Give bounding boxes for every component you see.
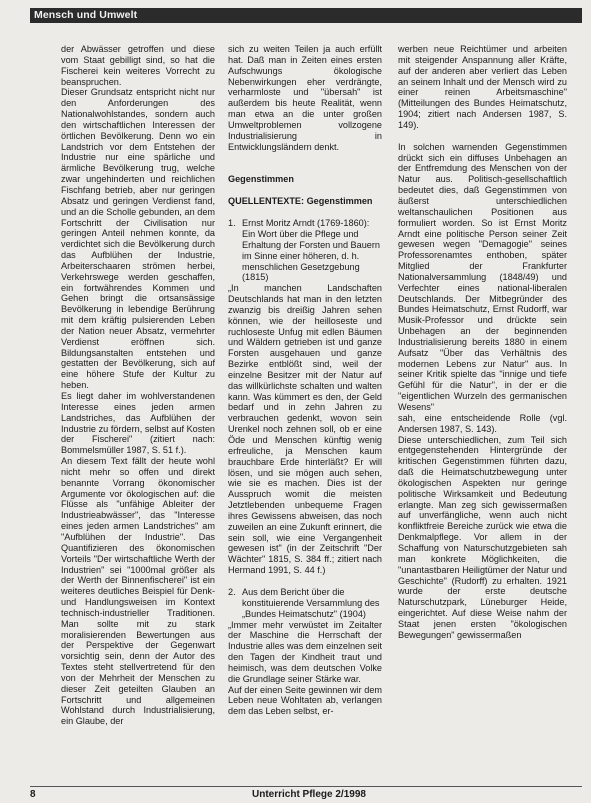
section-header-bar — [30, 8, 582, 23]
paragraph: In solchen warnenden Gegenstimmen drückt sich ein diffuses Unbehagen an der Entfremdung des Menschen von der Natur aus. Politisch-gesellschaftlich bedeutet dies, daß Gegenstimmen von äußerst unterschiedlichen weltanschaulichen Positionen aus formuliert worden. So ist Ernst Moritz Arndt eine politische Person seiner Zeit gewesen wegen "Demagogie" seines Professorenamtes enthoben, später Mitglied der Frankfurter Nationalversammlung (1848/49) und Verfechter eines national-liberalen Deutschlands. Der Mitbegründer des Bundes Heimatschutz, Ernst Rudorff, war Musik-Professor und drückte sein Unbehagen an der beginnenden Industrialisierung bereits 1880 in einem Aufsatz "Über das Verhältnis des modernen Lebens zur Natur" aus. In seiner Kritik spielte das "innige und tiefe Gefühl für die Natur", in der er die "eigentlichen Wurzeln des germanischen Wesens" — [398, 141, 567, 412]
sources-heading: QUELLENTEXTE: Gegenstimmen — [228, 196, 373, 207]
paragraph: sah, eine entscheidende Rolle (vgl. Andersen 1987, S. 143). — [398, 412, 567, 434]
paragraph: der Abwässer getroffen und diese vom Staat gebilligt sind, so hat die Fischerei kein weiteres Vorrecht zu beanspruchen. — [61, 44, 215, 87]
paragraph: Es liegt daher im wohlverstandenen Interesse eines jeden armen Landstriches, das Aufblühen der Industrie zu fördern, selbst auf Kosten der Fischerei" (zitiert nach: Bommelsmüller 1987, S. 51 f.). — [61, 391, 215, 456]
source-quote: Auf der einen Seite gewinnen wir dem Leben neue Wohltaten ab, verlangen dem das Leben selbst, er- — [228, 684, 382, 717]
source-title: Ernst Moritz Arndt (1769-1860): Ein Wort über die Pflege und Erhaltung der Forsten und Bauern im Sinne einer höheren, d. h. menschlichen Gesetzgebung (1815) — [242, 218, 380, 283]
text-column-1 — [61, 44, 215, 768]
paragraph: An diesem Text fällt der heute wohl nicht mehr so offen und direkt benannte Vorrang ökonomischer Argumente vor ökologischen auf: die Flüsse als "unfähige Ableiter der Industrieabwässer", das "Interesse eines jeden armen Landstriches" am "Aufblühen der Industrie". Das Quantifizieren des ökonomischen Vorteils "Der wirtschaftliche Werth der Industrien" sei "1000mal größer als der Werth der Binnenfischerei" ist ein weiteres deutliches Beispiel für Denk- und Handlungsweisen im Kontext technisch-industrieller Traditionen. Man sollte mit zu stark moralisierenden Bewertungen aus der Perspektive der Gegenwart vorsichtig sein, denn der Autor des Textes steht stellvertretend für den von der Mehrheit der Menschen zu dieser Zeit geteilten Glauben an Fortschritt und allgemeinen Wohlstand durch Industrialisierung, ein Glaube, der — [61, 456, 215, 727]
text-column-2 — [228, 44, 382, 768]
paragraph: sich zu weiten Teilen ja auch erfüllt hat. Daß man in Zeiten eines ersten Aufschwungs ökologische Nebenwirkungen eher verdrängte, verharmloste und "übersah" ist außerdem bis heute Realität, wenn man etwa an die unter großen Umweltproblemen vollzogene Industrialisierung in Entwicklungsländern denkt. — [228, 44, 382, 152]
footer-rule — [30, 786, 582, 787]
page-number: 8 — [30, 789, 36, 800]
source-title: Aus dem Bericht über die konstituierende Versammlung des „Bundes Heimatschutz" (1904) — [242, 586, 380, 619]
source-number: 2. — [228, 586, 236, 597]
source-number: 1. — [228, 218, 236, 229]
source-item-1 — [228, 218, 382, 283]
journal-title: Unterricht Pflege 2/1998 — [252, 789, 366, 800]
source-quote: „In manchen Landschaften Deutschlands hat man in den letzten zwanzig bis dreißig Jahren sehen können, wie der heilloseste und ruchloseste Unfug mit edlen Bäumen und Wäldern getrieben ist und ganze Forsten ausgehauen und ganze Bezirke entblößt sind, weil der einzelne Besitzer mit der Natur auf das willkürlichste schalten und walten kann. Was kümmert es den, der Geld bedarf und in zehn Jahren zu verbrauchen gedenkt, wovon sein Urenkel noch zehnen soll, ob er eine Öde und Menschen künftig wenig erfreuliche, ja Menschen kaum brauchbare Erde hinterläßt? Er will lösen, und sie mögen auch sehen, wie sie es machen. Dies ist der Ausspruch womit die meisten Jetztlebenden unbequeme Fragen ihres Gewissens abweisen, das noch zuweilen an eine Zukunft erinnert, die sein soll, wie eine Vergangenheit gewesen ist" (in der Zeitschrift "Der Wächter" 1815, S. 384 ff.; zitiert nach Hermand 1991, S. 44 f.) — [228, 283, 382, 576]
paragraph: Diese unterschiedlichen, zum Teil sich entgegenstehenden Hintergründe der kritischen Gegenstimmen führten dazu, daß die Heimatschutzbewegung unter ökologischen Aspekten nur geringe politische Wirksamkeit und Bedeutung erlangte. Man zeg sich gewissermaßen auf unverfängliche, wenn auch nicht konfliktfreie Bereiche zurück wie etwa die Denkmalpflege. Vor allem in der Schaffung von Naturschutzgebieten sah man konkrete Möglichkeiten, die "unantastbaren Heiligtümer der Natur und Geschichte" (Rudorff) zu erhalten. 1921 wurde der erste deutsche Naturschutzpark, Lüneburger Heide, eingerichtet. Auf diese Weise nahm der Staat jenen ersten "ökologischen Bewegungen" gewissermaßen — [398, 434, 567, 640]
text-column-3 — [398, 44, 567, 768]
section-heading: Gegenstimmen — [228, 174, 294, 185]
section-header-title: Mensch und Umwelt — [34, 9, 138, 21]
paragraph: Dieser Grundsatz entspricht nicht nur den Anforderungen des Nationalwohlstandes, sondern auch den wirtschaftlichen Interessen der örtlichen Bevölkerung. Denn wo ein Landstrich vor dem Entstehen der Industrie nur eine spärliche und ärmliche Bevölkerung trug, welche zwar ungehinderten und reichlichen Fischfang betrieb, aber nur geringen Absatz und geringen Verdienst fand, und an die Scholle gebunden, an dem Fortschritt der Civilisation nur geringen Anteil nehmen konnte, da verdichtet sich die Bevölkerung durch das Aufblühen der Industrie, Arbeiterschaaren strömen herbei, Verkehrswege werden geschaffen, ein fortwährendes Kommen und Gehen bringt die ortsansässige Bevölkerung in lebendige Berührung mit dem kräftig pulsierenden Leben der Nation neuer Absatz, vermehrter Verdienst eröffnen sich. Bildungsanstalten entstehen und gestatten der Bevölkerung, sich auf eine höhere Stufe der Kultur zu heben. — [61, 87, 215, 391]
paragraph: werben neue Reichtümer und arbeiten mit steigender Anspannung aller Kräfte, auf der anderen aber verliert das Leben an seinem Inhalt und der Mensch wird zu einer reinen Arbeitsmaschine" (Mitteilungen des Bundes Heimatschutz, 1904; zitiert nach Andersen 1987, S. 149). — [398, 44, 567, 130]
source-quote: „Immer mehr verwüstet im Zeitalter der Maschine die Herrschaft der Industrie alles was dem einzelnen seit den Tagen der Kindheit traut und heimisch, was dem deutschen Volke die Grundlage seiner Stärke war. — [228, 619, 382, 684]
source-item-2 — [228, 587, 382, 620]
